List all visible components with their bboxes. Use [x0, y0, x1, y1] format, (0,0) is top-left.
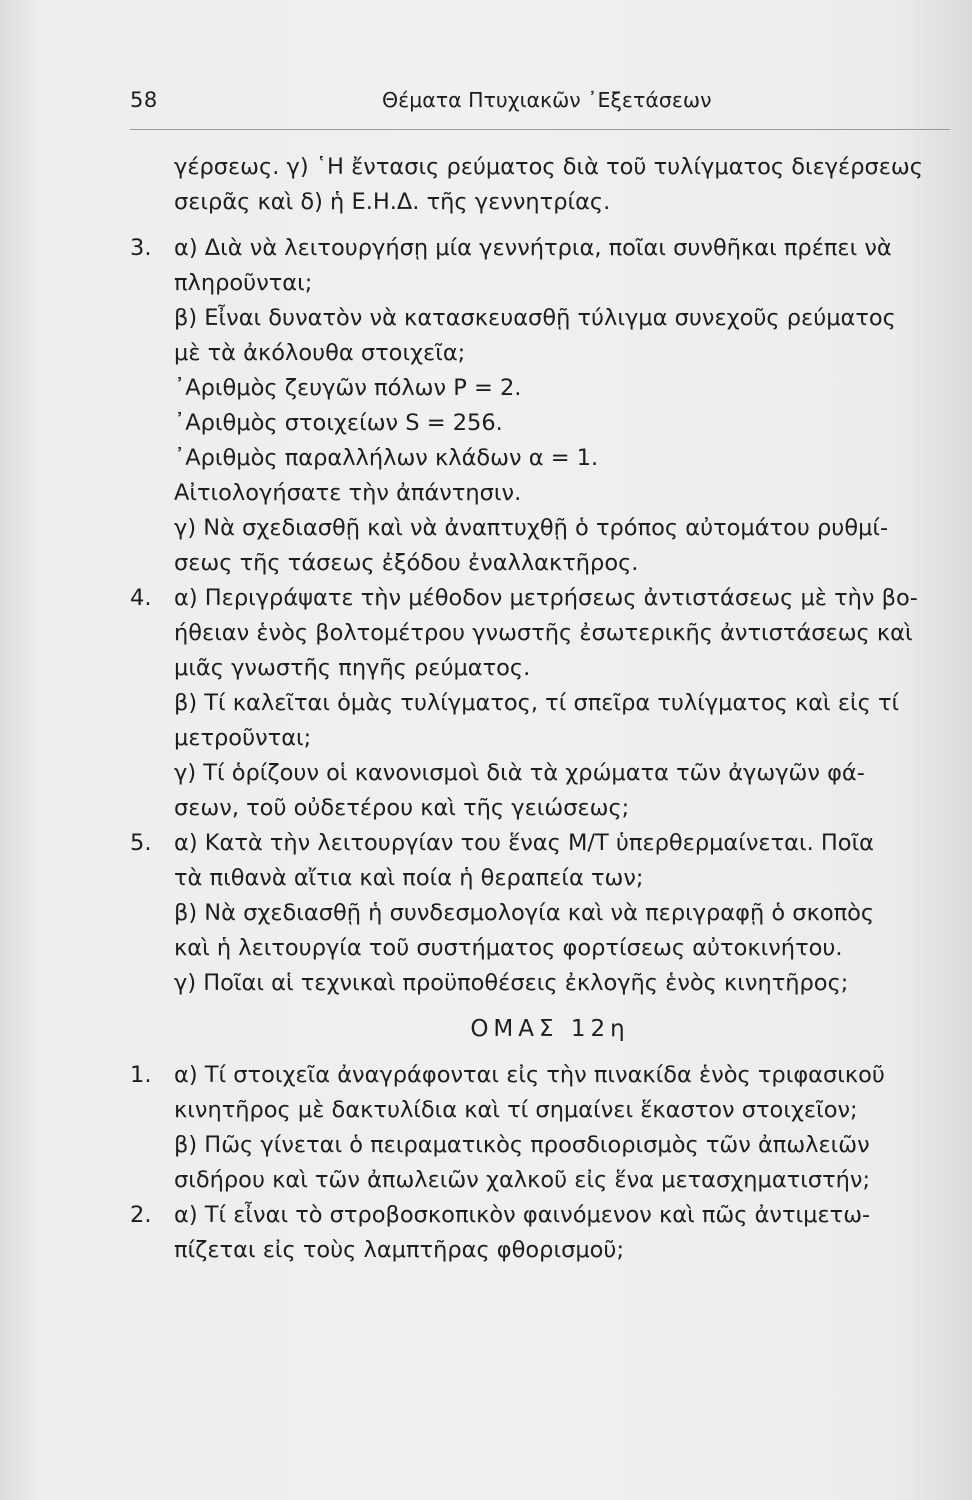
- text-line: β) Εἶναι δυνατὸν νὰ κατασκευασθῇ τύλιγμα συνεχοῦς ρεύματος: [174, 305, 896, 331]
- text-line: μὲ τὰ ἀκόλουθα στοιχεῖα;: [174, 340, 466, 366]
- text-line: β) Πῶς γίνεται ὁ πειραματικὸς προσδιορισμὸς τῶν ἀπωλειῶν: [174, 1132, 870, 1158]
- question-4: [130, 581, 960, 616]
- question-number: 2.: [130, 1202, 152, 1228]
- text-line: μιᾶς γνωστῆς πηγῆς ρεύματος.: [174, 655, 531, 681]
- running-title: Θέματα Πτυχιακῶν ᾿Εξετάσεων: [382, 88, 712, 112]
- text-line: κινητῆρος μὲ δακτυλίδια καὶ τί σημαίνει ἕκαστον στοιχεῖον;: [174, 1097, 858, 1123]
- question-number: 3.: [130, 235, 152, 261]
- text-line: α) Διὰ νὰ λειτουργήσῃ μία γεννήτρια, ποῖαι συνθῆκαι πρέπει νὰ: [174, 235, 892, 261]
- text-line: πίζεται εἰς τοὺς λαμπτῆρας φθορισμοῦ;: [174, 1237, 625, 1263]
- text-line: καὶ ἡ λειτουργία τοῦ συστήματος φορτίσεως αὐτοκινήτου.: [174, 935, 843, 961]
- group-heading: ΟΜΑΣ 12η: [470, 1016, 630, 1042]
- text-line: β) Νὰ σχεδιασθῇ ἡ συνδεσμολογία καὶ νὰ περιγραφῇ ὁ σκοπὸς: [174, 900, 875, 926]
- text-line: γ) Ποῖαι αἱ τεχνικαὶ προϋποθέσεις ἐκλογῆς ἑνὸς κινητῆρος;: [174, 970, 849, 996]
- text-line: α) Τί εἶναι τὸ στροβοσκοπικὸν φαινόμενον καὶ πῶς ἀντιμετω-: [174, 1202, 871, 1228]
- page-number: 58: [130, 88, 158, 112]
- page-body: [130, 150, 960, 1268]
- text-line: γ) Τί ὁρίζουν οἱ κανονισμοὶ διὰ τὰ χρώματα τῶν ἀγωγῶν φά-: [174, 760, 865, 786]
- text-line: σειρᾶς καὶ δ) ἡ Ε.Η.Δ. τῆς γεννητρίας.: [174, 189, 611, 215]
- question-5: [130, 826, 960, 861]
- text-line: α) Κατὰ τὴν λειτουργίαν του ἕνας M/T ὑπερθερμαίνεται. Ποῖα: [174, 830, 875, 856]
- text-line: β) Τί καλεῖται ὁμὰς τυλίγματος, τί σπεῖρα τυλίγματος καὶ εἰς τί: [174, 690, 900, 716]
- text-line: ᾿Αριθμὸς ζευγῶν πόλων P = 2.: [174, 375, 522, 401]
- group-question-1: [130, 1058, 960, 1093]
- group-question-2: [130, 1198, 960, 1233]
- text-line: ᾿Αριθμὸς στοιχείων S = 256.: [174, 410, 503, 436]
- header-divider: [130, 129, 950, 130]
- text-line: σιδήρου καὶ τῶν ἀπωλειῶν χαλκοῦ εἰς ἕνα μετασχηματιστήν;: [174, 1167, 871, 1193]
- question-3: [130, 231, 960, 266]
- question-number: 5.: [130, 830, 152, 856]
- text-line: μετροῦνται;: [174, 725, 312, 751]
- page-header: [130, 88, 950, 122]
- text-line: ήθειαν ἑνὸς βολτομέτρου γνωστῆς ἐσωτερικῆς ἀντιστάσεως καὶ: [174, 620, 913, 646]
- text-line: γ) Νὰ σχεδιασθῇ καὶ νὰ ἀναπτυχθῇ ὁ τρόπος αὐτομάτου ρυθμί-: [174, 515, 889, 541]
- text-line: α) Τί στοιχεῖα ἀναγράφονται εἰς τὴν πινακίδα ἑνὸς τριφασικοῦ: [174, 1062, 885, 1088]
- text-line: γέρσεως. γ) ῾Η ἔντασις ρεύματος διὰ τοῦ τυλίγματος διεγέρσεως: [174, 154, 923, 180]
- text-line: τὰ πιθανὰ αἴτια καὶ ποία ἡ θεραπεία των;: [174, 865, 644, 891]
- question-number: 1.: [130, 1062, 152, 1088]
- question-number: 4.: [130, 585, 152, 611]
- text-line: Αἰτιολογήσατε τὴν ἀπάντησιν.: [174, 480, 522, 506]
- text-line: σεων, τοῦ οὐδετέρου καὶ τῆς γειώσεως;: [174, 795, 630, 821]
- text-line: α) Περιγράψατε τὴν μέθοδον μετρήσεως ἀντιστάσεως μὲ τὴν βο-: [174, 585, 918, 611]
- text-line: σεως τῆς τάσεως ἐξόδου ἐναλλακτῆρος.: [174, 550, 639, 576]
- text-line: ᾿Αριθμὸς παραλλήλων κλάδων α = 1.: [174, 445, 599, 471]
- text-line: πληροῦνται;: [174, 270, 313, 296]
